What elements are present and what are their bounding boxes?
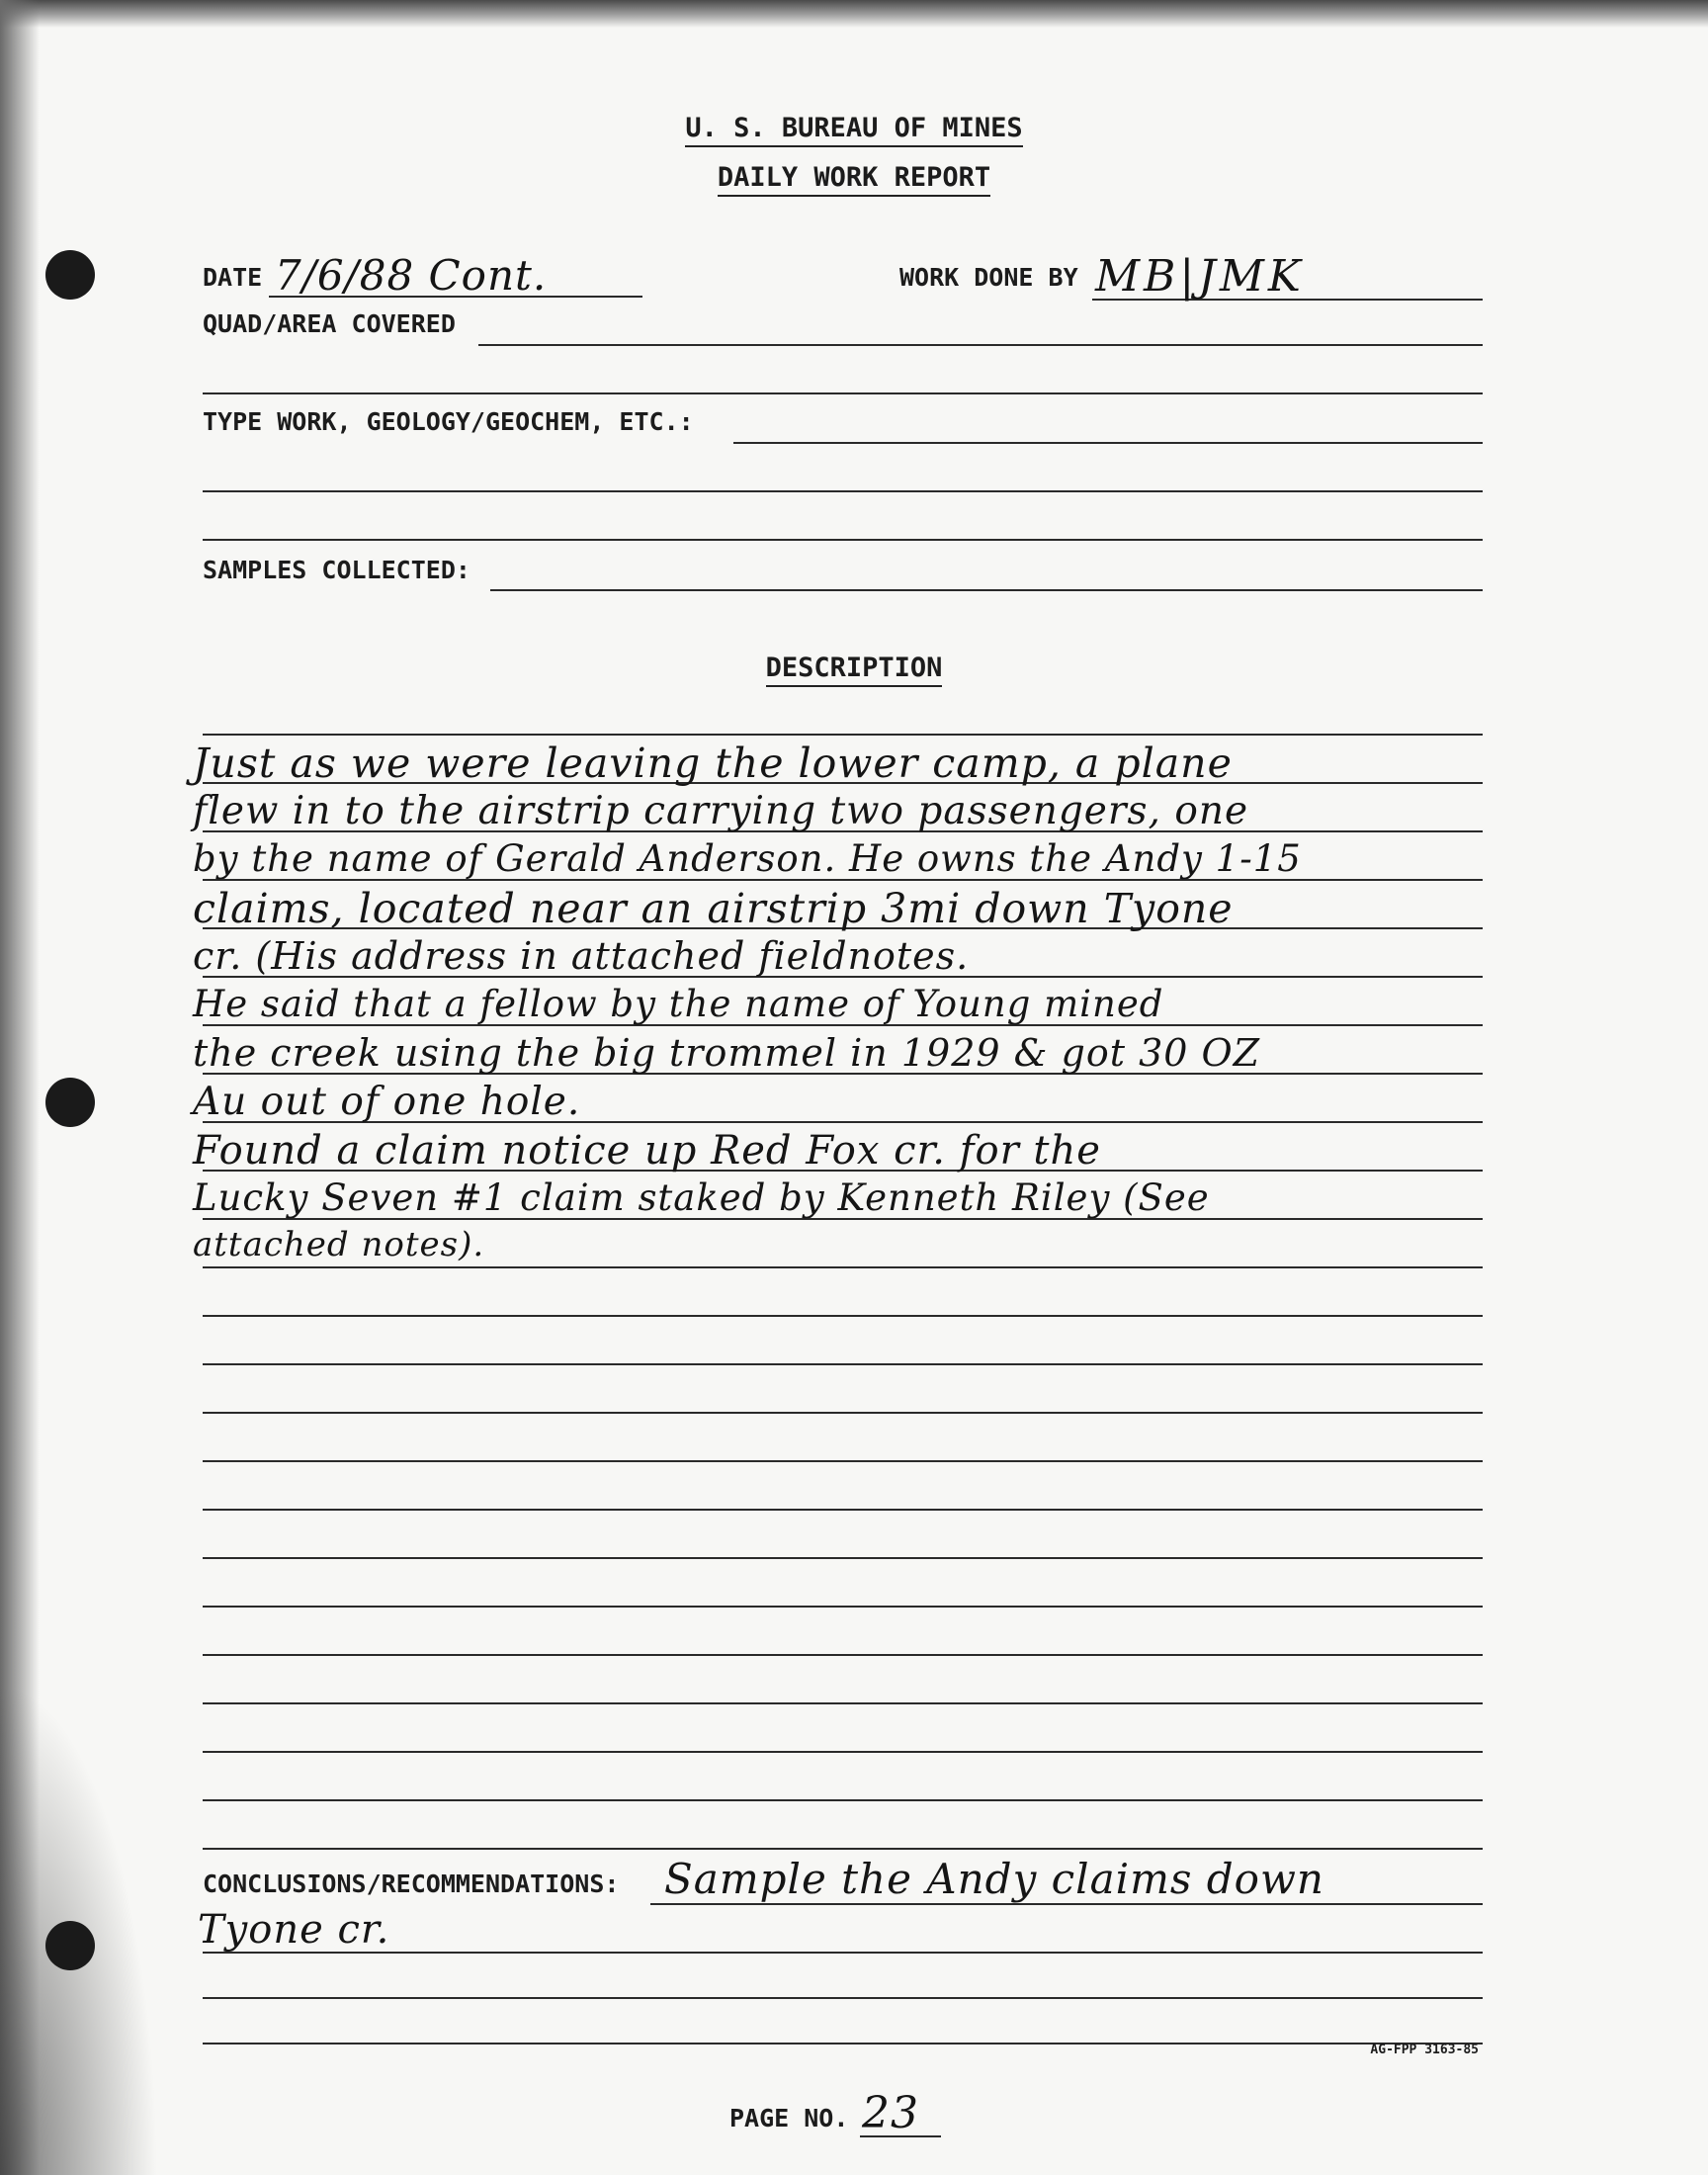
type-work-rule xyxy=(203,539,1483,541)
description-rule xyxy=(203,1363,1483,1365)
punch-hole-icon xyxy=(45,1078,95,1127)
description-text-line: flew in to the airstrip carrying two passengers, one xyxy=(193,789,1249,833)
description-text-line: by the name of Gerald Anderson. He owns the Andy 1-15 xyxy=(193,837,1302,880)
description-text-line: attached notes). xyxy=(193,1225,485,1264)
samples-collected-label: SAMPLES COLLECTED: xyxy=(203,556,470,584)
description-text-line: Au out of one hole. xyxy=(193,1080,581,1124)
conclusions-rule xyxy=(203,2043,1483,2044)
page-number-value[interactable]: 23 xyxy=(862,2088,919,2138)
quad-area-rule xyxy=(203,392,1483,394)
punch-hole-icon xyxy=(45,1921,95,1970)
description-rule xyxy=(203,1654,1483,1656)
conclusions-text[interactable]: Tyone cr. xyxy=(198,1907,390,1953)
description-text-line: cr. (His address in attached fieldnotes. xyxy=(193,934,970,978)
quad-area-rule xyxy=(478,344,1483,346)
description-text-line: He said that a fellow by the name of Young mined xyxy=(193,983,1164,1025)
quad-area-label: QUAD/AREA COVERED xyxy=(203,309,456,338)
work-done-by-label: WORK DONE BY xyxy=(899,263,1078,292)
scan-edge-top xyxy=(0,0,1708,28)
conclusions-label: CONCLUSIONS/RECOMMENDATIONS: xyxy=(203,1870,620,1898)
description-heading: DESCRIPTION xyxy=(0,652,1708,683)
description-rule xyxy=(203,1315,1483,1317)
description-rule xyxy=(203,1751,1483,1753)
description-text-line: Lucky Seven #1 claim staked by Kenneth Riley (See xyxy=(193,1176,1210,1219)
description-text-line: the creek using the big trommel in 1929 & got 30 OZ xyxy=(193,1031,1261,1075)
type-work-rule xyxy=(733,442,1483,444)
description-rule xyxy=(203,1606,1483,1608)
description-text-line: Just as we were leaving the lower camp, a plane xyxy=(193,740,1233,787)
punch-hole-icon xyxy=(45,250,95,300)
description-rule xyxy=(203,1557,1483,1559)
description-text-line: claims, located near an airstrip 3mi down Tyone xyxy=(193,885,1234,932)
description-rule xyxy=(203,1412,1483,1414)
description-rule xyxy=(203,1848,1483,1850)
description-text-line: Found a claim notice up Red Fox cr. for the xyxy=(193,1128,1101,1174)
type-work-rule xyxy=(203,490,1483,492)
conclusions-rule xyxy=(203,1997,1483,1999)
conclusions-text[interactable]: Sample the Andy claims down xyxy=(664,1855,1324,1903)
form-number: AG-FPP 3163-85 xyxy=(1370,2043,1479,2057)
description-rule xyxy=(203,1509,1483,1511)
description-rule xyxy=(203,1460,1483,1462)
description-rule xyxy=(203,1266,1483,1268)
conclusions-rule xyxy=(203,1952,1483,1954)
samples-collected-rule xyxy=(490,589,1483,591)
agency-heading: U. S. BUREAU OF MINES xyxy=(0,113,1708,143)
work-done-by-value[interactable]: MB|JMK xyxy=(1095,251,1305,302)
description-rule xyxy=(203,1702,1483,1704)
description-rule xyxy=(203,734,1483,736)
date-label: DATE xyxy=(203,263,263,292)
conclusions-rule xyxy=(650,1903,1483,1905)
report-title: DAILY WORK REPORT xyxy=(0,162,1708,193)
date-value[interactable]: 7/6/88 Cont. xyxy=(275,251,548,300)
page-number-label: PAGE NO. xyxy=(729,2104,849,2132)
description-rule xyxy=(203,1799,1483,1801)
type-work-label: TYPE WORK, GEOLOGY/GEOCHEM, ETC.: xyxy=(203,407,694,436)
